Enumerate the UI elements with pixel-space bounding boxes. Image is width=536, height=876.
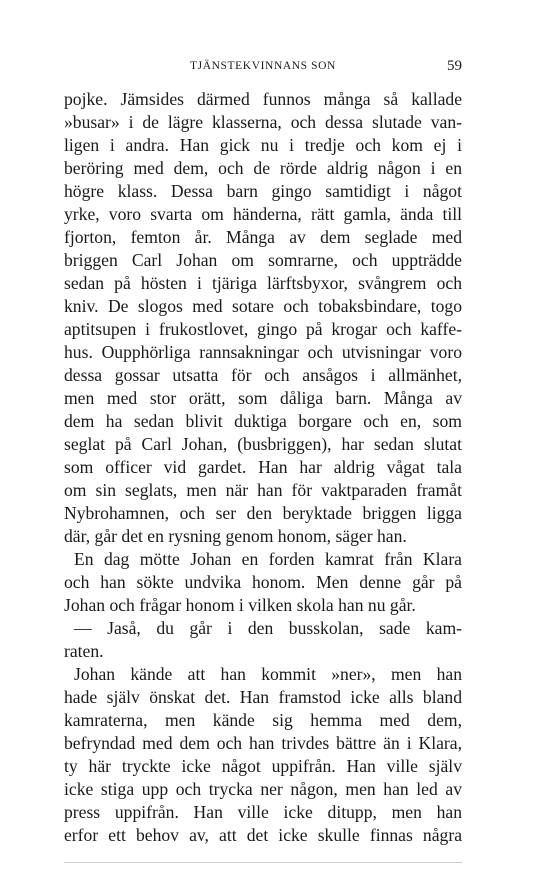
text-line: Johan och frågar honom i vilken skola han nu går. — [64, 595, 416, 615]
text-line: högre klass. Dessa barn gingo samtidigt i något — [64, 181, 462, 201]
text-line: kniv. De slogos med sotare och tobaksbindare, togo — [64, 296, 462, 316]
text-line: hus. Oupphörliga rannsakningar och utvisningar voro — [64, 342, 462, 362]
bottom-rule — [64, 862, 462, 863]
text-line: om sin seglats, men när han för vaktparaden framåt — [64, 480, 462, 500]
text-line: där, går det en rysning genom honom, säger han. — [64, 526, 407, 546]
text-line: Johan kände att han kommit »ner», men han — [74, 664, 462, 684]
text-line: En dag mötte Johan en forden kamrat från Klara — [74, 549, 462, 569]
text-line: ty här tryckte icke något uppifrån. Han ville själv — [64, 756, 462, 776]
text-line: aptitsupen i frukostlovet, gingo på krogar och kaffe- — [64, 319, 462, 339]
text-line: fjorton, femton år. Många av dem seglade med — [64, 227, 462, 247]
text-line: raten. — [64, 641, 104, 661]
text-line: dem ha sedan blivit duktiga borgare och en, som — [64, 411, 462, 431]
text-line: — Jaså, du går i den busskolan, sade kam- — [74, 618, 462, 638]
text-line: Nybrohamnen, och ser den beryktade briggen ligga — [64, 503, 462, 523]
text-line: befryndad med dem och han trivdes bättre än i Klara, — [64, 733, 462, 753]
text-line: dessa gossar utsatta för och ansågos i allmänhet, — [64, 365, 462, 385]
text-line: briggen Carl Johan om somrarne, och uppträdde — [64, 250, 462, 270]
text-line: sedan på hösten i tjäriga lärftsbyxor, svångrem och — [64, 273, 462, 293]
text-line: men med stor orätt, som dåliga barn. Många av — [64, 388, 462, 408]
text-line: erfor ett behov av, att det icke skulle finnas några — [64, 825, 462, 845]
text-line: ligen i andra. Han gick nu i tredje och kom ej i — [64, 135, 462, 155]
running-head — [64, 56, 462, 76]
text-line: kamraterna, men kände sig hemma med dem, — [64, 710, 462, 730]
text-line: som officer vid gardet. Han har aldrig vågat tala — [64, 457, 462, 477]
text-line: hade själv önskat det. Han framstod icke alls bland — [64, 687, 462, 707]
text-line: beröring med dem, och de rörde aldrig någon i en — [64, 158, 462, 178]
text-line: press uppifrån. Han ville icke ditupp, men han — [64, 802, 462, 822]
text-line: seglat på Carl Johan, (busbriggen), har sedan slutat — [64, 434, 462, 454]
text-line: »busar» i de lägre klasserna, och dessa slutade van- — [64, 112, 462, 132]
running-title: TJÄNSTEKVINNANS SON — [190, 60, 336, 72]
text-line: icke stiga upp och trycka ner någon, men han led av — [64, 779, 462, 799]
body-text — [64, 88, 462, 847]
text-line: pojke. Jämsides därmed funnos många så kallade — [64, 89, 462, 109]
text-line: och han sökte undvika honom. Men denne går på — [64, 572, 462, 592]
page-number: 59 — [447, 58, 462, 74]
text-line: yrke, voro svarta om händerna, rätt gamla, ända till — [64, 204, 462, 224]
